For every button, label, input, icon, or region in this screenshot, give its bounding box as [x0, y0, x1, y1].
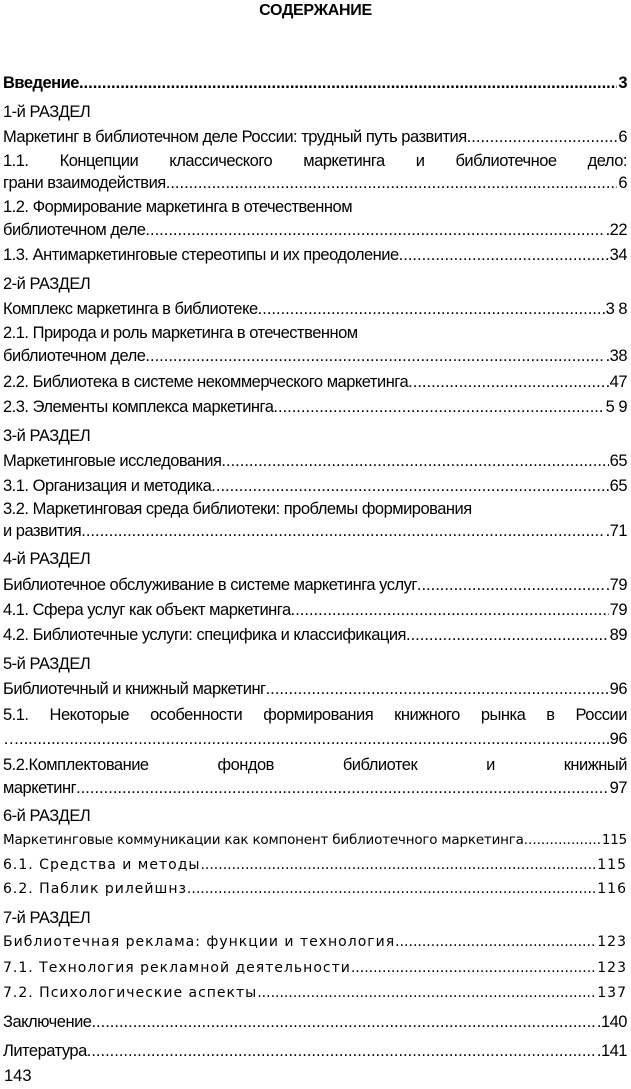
toc-entry-title: … [3, 730, 19, 748]
dot-leader [145, 221, 604, 240]
toc-entry-page: 123 [597, 960, 627, 976]
toc-word: формирования [263, 706, 374, 724]
toc-entry-title: Литература [3, 1042, 87, 1060]
toc-entry-title: 1.3. Антимаркетинговые стереотипы и их преодоление [3, 246, 399, 264]
toc-entry-title [3, 756, 627, 775]
toc-entry [3, 275, 627, 299]
toc-entry-title: 2.1. Природа и роль маркетинга в отечественном [3, 324, 358, 342]
toc-word: особенности [150, 706, 243, 724]
toc-entry-page: 6 [618, 174, 627, 192]
toc-entry-page: .47 [605, 373, 627, 391]
toc-entry-title: Библиотечное обслуживание в системе маркетинга услуг [3, 576, 417, 594]
toc-entry [3, 857, 627, 881]
dot-leader [395, 934, 596, 950]
dot-leader [87, 1042, 596, 1061]
dot-leader [76, 779, 609, 798]
toc-entry [3, 550, 627, 574]
toc-entry-title: и развития [3, 522, 82, 540]
toc-entry-title: 1-й РАЗДЕЛ [3, 103, 91, 121]
toc-entry-title: 2.2. Библиотека в системе некоммерческого маркетинга [3, 373, 409, 391]
dot-leader [211, 477, 608, 496]
toc-entry-title: 4.2. Библиотечные услуги: специфика и классификация [3, 626, 406, 644]
toc-entry-title: 6.2. Паблик рилейшнз [3, 881, 187, 897]
dot-leader [406, 626, 609, 645]
toc-entry [3, 601, 627, 625]
toc-entry-title: библиотечном деле [3, 221, 146, 239]
toc-word: библиотек [342, 756, 418, 774]
toc-entry [3, 74, 627, 98]
toc-entry-page: .38 [605, 347, 627, 365]
toc-word: дело: [587, 152, 627, 170]
toc-entry [3, 174, 627, 198]
toc-entry-page: 89 [609, 626, 627, 644]
toc-entry [3, 221, 627, 245]
dot-leader [187, 881, 596, 897]
toc-entry-title: 7-й РАЗДЕЛ [3, 909, 91, 927]
toc-word: и [486, 756, 495, 774]
toc-entry [3, 680, 627, 704]
dot-leader [200, 857, 596, 873]
toc-entry [3, 779, 627, 803]
toc-entry-page: 79 [609, 601, 627, 619]
toc-entry-title: 3.2. Маркетинговая среда библиотеки: проблемы формирования [3, 500, 472, 518]
toc-word: 1.1. [3, 152, 29, 170]
dot-leader [79, 74, 617, 93]
toc-entry [3, 626, 627, 650]
toc-entry-title: 4.1. Сфера услуг как объект маркетинга [3, 601, 291, 619]
toc-entry-title: 2.3. Элементы комплекса маркетинга [3, 398, 274, 416]
page-title: СОДЕРЖАНИЕ [259, 2, 372, 19]
toc-word: фондов [217, 756, 274, 774]
toc-entry-title: библиотечном деле [3, 347, 146, 365]
toc-word: России [575, 706, 627, 724]
toc-entry [3, 128, 627, 152]
toc-word: классического [169, 152, 273, 170]
toc-entry [3, 103, 627, 127]
dot-leader [351, 960, 596, 976]
toc-entry-title: Маркетинговые коммуникации как компонент библиотечного маркетинга [3, 832, 524, 848]
toc-entry-page: 116 [597, 881, 627, 897]
toc-entry-title: 2-й РАЗДЕЛ [3, 275, 91, 293]
toc-entry [3, 985, 627, 1009]
toc-entry-title: Маркетинговые исследования [3, 452, 222, 470]
toc-entry-page: 137 [597, 985, 627, 1001]
toc-word: 5.1. [3, 706, 29, 724]
dot-leader [258, 300, 605, 319]
toc-entry [3, 246, 627, 270]
dot-leader [408, 373, 604, 392]
toc-entry-title [3, 706, 627, 725]
toc-entry-title: 7.1. Технология рекламной деятельности [3, 960, 351, 976]
toc-entry [3, 1013, 627, 1037]
toc-entry-page: 34 [609, 246, 627, 264]
toc-entry-page: .141 [596, 1042, 627, 1060]
toc-entry [3, 934, 627, 958]
toc-entry-page: .22 [605, 221, 627, 239]
toc-entry-page: 65 [609, 452, 627, 470]
toc-entry-title: 4-й РАЗДЕЛ [3, 550, 91, 568]
dot-leader [145, 347, 604, 366]
dot-leader [221, 452, 608, 471]
dot-leader [19, 730, 609, 749]
toc-entry [3, 500, 627, 524]
toc-entry-title: 1.2. Формирование маркетинга в отечественном [3, 198, 353, 216]
toc-entry-title: Комплекс маркетинга в библиотеке [3, 300, 258, 318]
toc-entry [3, 522, 627, 546]
toc-entry [3, 881, 627, 905]
toc-entry-title: Заключение [3, 1013, 92, 1031]
toc-entry-page: 96 [609, 730, 627, 748]
toc-word: книжного [394, 706, 460, 724]
dot-leader [166, 174, 618, 193]
toc-entry-page: 5 9 [605, 398, 627, 416]
toc-entry [3, 576, 627, 600]
toc-word: маркетинга [303, 152, 385, 170]
dot-leader [467, 128, 618, 147]
toc-entry [3, 1042, 627, 1066]
toc-entry-page: 3 [618, 74, 627, 92]
toc-entry-page: .140 [596, 1013, 627, 1031]
toc-entry-page: .79 [605, 576, 627, 594]
toc-entry-title [3, 152, 627, 171]
toc-entry [3, 730, 627, 754]
toc-entry [3, 373, 627, 397]
dot-leader [81, 522, 604, 541]
toc-entry [3, 198, 627, 222]
toc-word: в [546, 706, 555, 724]
toc-word: библиотечное [455, 152, 557, 170]
toc-entry [3, 832, 627, 856]
dot-leader [257, 985, 596, 1001]
toc-entry-page: 97 [609, 779, 627, 797]
toc-word: рынка [480, 706, 526, 724]
toc-entry-title: 6.1. Средства и методы [3, 857, 201, 873]
dot-leader [399, 246, 609, 265]
toc-entry-page: 123 [597, 934, 627, 950]
toc-entry [3, 347, 627, 371]
toc-entry-page: 6 [618, 128, 627, 146]
toc-entry-page: 65 [609, 477, 627, 495]
toc-word: 5.2.Комплектование [3, 756, 149, 774]
dot-leader [417, 576, 605, 595]
toc-entry-title: грани взаимодействия [3, 174, 166, 192]
toc-entry-page: 115 [601, 832, 627, 848]
dot-leader [291, 601, 609, 620]
toc-entry [3, 655, 627, 679]
toc-entry-title: маркетинг [3, 779, 77, 797]
toc-entry-title: 6-й РАЗДЕЛ [3, 807, 91, 825]
toc-entry-title: 7.2. Психологические аспекты [3, 985, 258, 1001]
toc-entry [3, 706, 627, 730]
toc-entry-page: 96 [609, 680, 627, 698]
toc-entry-title: Маркетинг в библиотечном деле России: трудный путь развития [3, 128, 467, 146]
toc-entry [3, 807, 627, 831]
toc-entry-title: 3.1. Организация и методика [3, 477, 212, 495]
dot-leader [91, 1013, 595, 1032]
toc-entry [3, 427, 627, 451]
toc-entry [3, 452, 627, 476]
toc-word: книжный [563, 756, 627, 774]
toc-entry [3, 909, 627, 933]
page-number: 143 [4, 1067, 32, 1085]
toc-word: Некоторые [49, 706, 130, 724]
toc-entry-title: Библиотечная реклама: функции и технология [3, 934, 396, 950]
toc-entry [3, 477, 627, 501]
dot-leader [273, 398, 604, 417]
toc-entry-page: .71 [605, 522, 627, 540]
toc-entry-title: Введение [3, 74, 79, 92]
toc-entry [3, 398, 627, 422]
toc-entry-title: 3-й РАЗДЕЛ [3, 427, 91, 445]
toc-entry-page: 3 8 [605, 300, 627, 318]
dot-leader [524, 832, 601, 848]
toc-entry-title: Библиотечный и книжный маркетинг [3, 680, 266, 698]
toc-entry-page: 115 [597, 857, 627, 873]
toc-entry [3, 300, 627, 324]
toc-entry [3, 152, 627, 176]
toc-word: и [415, 152, 425, 170]
toc-word: Концепции [59, 152, 139, 170]
toc-entry [3, 960, 627, 984]
toc-entry-title: 5-й РАЗДЕЛ [3, 655, 91, 673]
toc-entry [3, 756, 627, 780]
dot-leader [266, 680, 609, 699]
toc-entry [3, 324, 627, 348]
